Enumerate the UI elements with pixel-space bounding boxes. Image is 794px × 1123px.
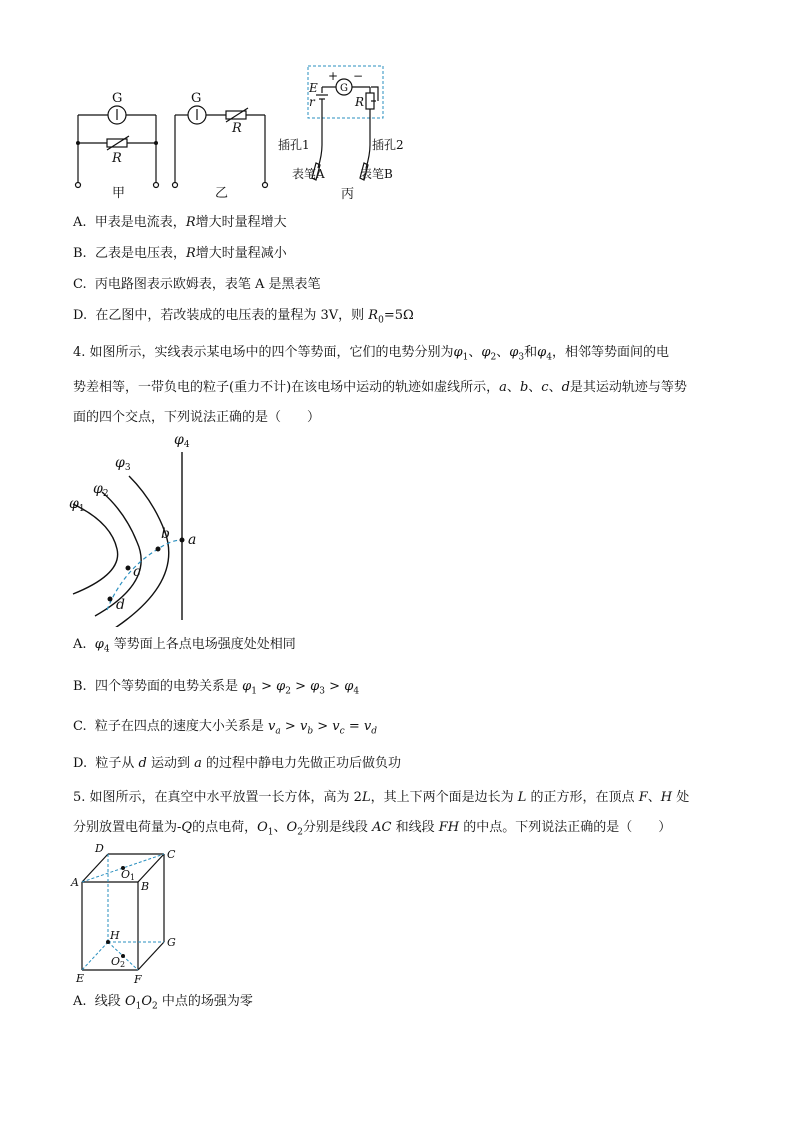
q5-option-a[interactable]: A. 线段 $O_1O_2$ 中点的场强为零 (73, 994, 253, 1012)
q4-option-a[interactable]: A. $\varphi_4$ 等势面上各点电场强度处处相同 (73, 637, 296, 655)
label-d: d (116, 597, 125, 613)
q3-option-c[interactable]: C. 丙电路图表示欧姆表，表笔 A 是黑表笔 (73, 277, 321, 292)
label-phi2: $\varphi_2$ (93, 481, 109, 499)
vertex-a: A (71, 876, 79, 889)
circuit-figures (60, 60, 420, 210)
vertex-d: D (95, 842, 104, 855)
vertex-g: G (167, 936, 176, 949)
q3-option-d[interactable]: D. 在乙图中，若改装成的电压表的量程为 3V，则 $R_0=5\Omega$ (73, 308, 414, 326)
vertex-h: H (110, 929, 120, 942)
q4-line-2: 势差相等，一带负电的粒子(重力不计)在该电场中运动的轨迹如虚线所示，a、b、c、d是其运动轨迹与等势 (73, 379, 687, 395)
equipotential-phi1 (73, 504, 118, 594)
yi-caption: 乙 (215, 186, 229, 201)
vertex-f: F (134, 973, 142, 986)
vertex-e: E (76, 972, 85, 985)
label-c: c (133, 564, 141, 580)
yi-r-label: R (232, 121, 242, 136)
q4-stem (73, 338, 723, 433)
point-a (180, 538, 185, 543)
q3-option-a[interactable]: A. 甲表是电流表，R增大时量程增大 (73, 215, 287, 230)
q4-line-1: 4. 如图所示，实线表示某电场中的四个等势面，它们的电势分别为$\varphi_1$、$\varphi_2$、$\varphi_3$和$\varphi_4$，相邻等势面间的电 (73, 345, 669, 363)
pen-b-label: 表笔B (360, 167, 393, 181)
intersection-points (108, 538, 185, 602)
vertex-b: B (141, 880, 150, 893)
label-phi4: $\varphi_4$ (174, 432, 190, 450)
jack1-label: 插孔1 (278, 138, 310, 152)
bing-caption: 丙 (341, 187, 355, 202)
q3-option-b[interactable]: B. 乙表是电压表，R增大时量程减小 (73, 246, 287, 261)
bing-minus: − (353, 69, 364, 83)
circuit-bing (312, 79, 378, 180)
label-phi3: $\varphi_3$ (115, 455, 131, 473)
circuit-jia (76, 106, 159, 188)
point-d (108, 597, 113, 602)
label-phi1: $\varphi_1$ (69, 496, 85, 514)
bing-r-label: R (355, 95, 365, 109)
jack2-label: 插孔2 (372, 138, 404, 152)
bing-plus: + (328, 69, 339, 83)
pen-a-label: 表笔A (292, 167, 325, 181)
point-c (126, 566, 131, 571)
q5-line-2: 分别放置电荷量为-Q的点电荷，$O_1$、$O_2$分别是线段 AC 和线段 FH 的中点。下列说法正确的是（ ） (73, 820, 672, 838)
jia-r-label: R (112, 151, 122, 166)
q5-line-1: 5. 如图所示，在真空中水平放置一长方体，高为 2L，其上下两个面是边长为 L 的正方形，在顶点 F、H 处 (73, 790, 690, 805)
yi-g-label: G (191, 91, 202, 106)
prism-figure (68, 840, 188, 990)
vertex-c: C (167, 848, 176, 861)
q4-option-c[interactable]: C. 粒子在四点的速度大小关系是 $v_a > v_b > v_c = v_d$ (73, 719, 377, 737)
label-o2: O2 (111, 955, 126, 969)
label-o1: O1 (121, 868, 136, 882)
jia-caption: 甲 (112, 186, 126, 201)
label-b: b (161, 526, 170, 542)
jia-g-label: G (112, 91, 123, 106)
q5-stem (73, 783, 723, 848)
q4-option-d[interactable]: D. 粒子从 d 运动到 a 的过程中静电力先做正功后做负功 (73, 756, 402, 771)
bing-g-label: G (340, 83, 348, 94)
q4-line-3: 面的四个交点，下列说法正确的是（ ） (73, 409, 321, 425)
bing-e-label: E (309, 81, 318, 95)
equipotential-figure (65, 432, 225, 627)
label-a: a (188, 532, 197, 548)
bing-r-internal-label: r (309, 95, 315, 109)
point-b (156, 547, 161, 552)
q4-option-b[interactable]: B. 四个等势面的电势关系是 $\varphi_1 > \varphi_2 > \varphi_3 > \varphi_4$ (73, 679, 360, 697)
circuit-yi (173, 106, 268, 188)
